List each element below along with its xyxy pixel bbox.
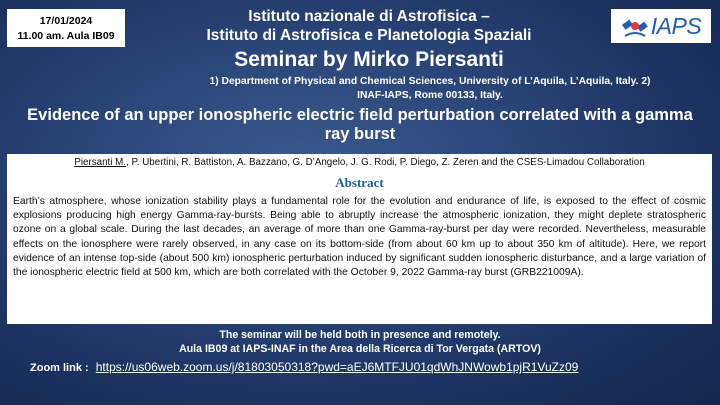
institute-line-2: Istituto di Astrofisica e Planetologia Spaziali [206, 27, 532, 44]
date-box [7, 9, 125, 47]
first-author: Piersanti M. [74, 157, 127, 168]
seminar-date: 17/01/2024 [39, 15, 93, 27]
talk-title: Evidence of an upper ionospheric electric field perturbation correlated with a gamma ray burst [27, 106, 693, 143]
co-authors: , P. Ubertini, R. Battiston, A. Bazzano, G. D’Angelo, J. G. Rodi, P. Diego, Z. Zeren and the CSES-Limadou Collaboration [126, 157, 645, 168]
abstract-heading: Abstract [335, 175, 384, 190]
zoom-label: Zoom link : [30, 362, 89, 374]
seminar-time-place: 11.00 am. Aula IB09 [17, 30, 115, 42]
affiliation: 1) Department of Physical and Chemical Sciences, University of L’Aquila, L’Aquila, Italy. 2) INAF-IAPS, Rome 00133, Italy. [209, 76, 651, 101]
logo-text: IAPS [650, 12, 702, 39]
footer-location: Aula IB09 at IAPS-INAF in the Area della Ricerca di Tor Vergata (ARTOV) [179, 343, 541, 355]
zoom-row [30, 360, 578, 374]
footer-presence-note: The seminar will be held both in presence and remotely. [219, 329, 501, 341]
seminar-title: Seminar by Mirko Piersanti [234, 48, 504, 71]
institute-line-1: Istituto nazionale di Astrofisica – [248, 8, 490, 25]
zoom-link[interactable]: https://us06web.zoom.us/j/81803050318?pwd=aEJ6MTFJU01qdWhJNWowb1pjR1VuZz09 [95, 360, 579, 374]
satellite-icon [621, 12, 649, 40]
abstract-box [7, 154, 712, 324]
abstract-text: Earth’s atmosphere, whose ionization stability plays a fundamental role for the evolution and endurance of life, is exposed to the effect of cosmic explosions producing high energy Gamma-ray-bursts. Being able to abruptly increase the atmospheric ionization, they might deplete stratospheric ozone on a global scale. During the last decades, an average of more than one Gamma-ray-burst per day were recorded. Nevertheless, measurable effects on the ionosphere were rarely observed, in any case on its bottom-side (from about 60 km up to about 350 km of altitude). Here, we report evidence of an intense top-side (about 500 km) ionospheric perturbation induced by significant sudden ionospheric disturbance, and a large variation of the ionospheric electric field at 500 km, which are both correlated with the October 9, 2022 Gamma-ray burst (GRB221009A). [13, 196, 706, 279]
iaps-logo [611, 9, 711, 43]
authors [13, 156, 706, 169]
